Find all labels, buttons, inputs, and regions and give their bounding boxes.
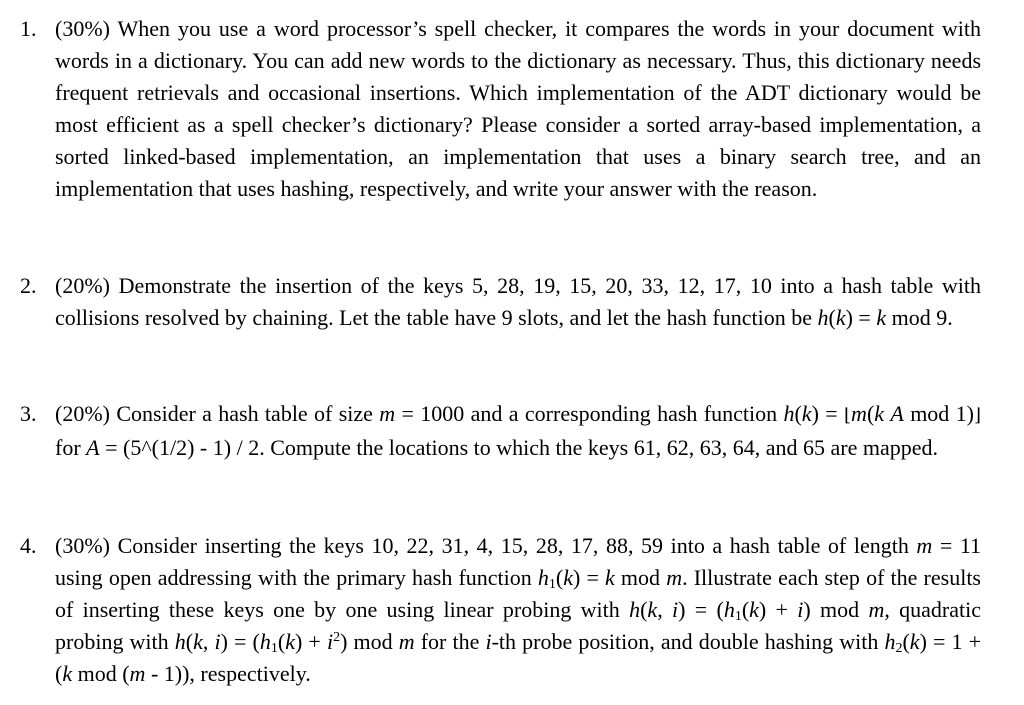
- math-text: , quadratic probing with: [55, 597, 981, 654]
- math-var: h: [259, 629, 271, 654]
- question-number: 4.: [20, 533, 37, 558]
- math-var: k: [193, 629, 203, 654]
- math-var: i: [326, 629, 334, 654]
- math-var: h: [783, 401, 795, 426]
- math-var: m: [129, 661, 146, 686]
- math-var: k: [605, 565, 615, 590]
- question-weight: (30%): [55, 16, 110, 41]
- math-var: m: [851, 401, 867, 426]
- math-text: mod: [614, 565, 661, 590]
- math-var: m: [868, 597, 885, 622]
- question-body: When you use a word processor’s spell checker, it compares the words in your document with words in a dictionary. You can add new words to the dictionary as necessary. Thus, this dictionary needs frequent retrievals and occasional insertions. Which implementation of the ADT dictionary would be most efficient as a spell checker’s dictionary? Please consider a sorted array-based implementation, a sorted linked-based implementation, an implementation that uses a binary search tree, and an implementation that uses hashing, respectively, and write your answer with the reason.: [55, 16, 981, 201]
- question-number: 1.: [20, 16, 37, 41]
- math-var: k: [749, 597, 759, 622]
- math-var: k: [647, 597, 658, 622]
- question-text: (20%) Demonstrate the insertion of the keys 5, 28, 19, 15, 20, 33, 12, 17, 10 into a hash table with collisions resolved by chaining. Let the table have 9 slots, and let the hash function be h(k) = k mod 9.: [55, 273, 982, 330]
- math-var: k: [909, 629, 920, 654]
- math-text: ) mod: [803, 597, 860, 622]
- math-var: A: [890, 401, 904, 426]
- math-text: - 1)), respectively.: [145, 661, 311, 686]
- math-text: ) = (: [220, 629, 260, 654]
- math-var: k: [835, 305, 846, 330]
- math-text: = 11 using open addressing with the primary hash function: [55, 533, 982, 590]
- math-var: m: [666, 565, 683, 590]
- math-text: mod 9.: [886, 305, 953, 330]
- question-number: 3.: [20, 401, 37, 426]
- math-var: i: [485, 629, 492, 654]
- math-text: mod 1): [903, 401, 974, 426]
- math-text: mod (: [72, 661, 130, 686]
- math-text: . Illustrate each step of the results of inserting these keys one by one using linear probing with: [55, 565, 981, 622]
- math-text: ) =: [573, 565, 599, 590]
- math-text: -th probe position, and double hashing with: [491, 629, 879, 654]
- math-subscript: 1: [734, 609, 742, 624]
- question-number: 2.: [20, 273, 37, 298]
- math-var: k: [563, 565, 574, 590]
- math-var: h: [537, 565, 549, 590]
- math-var: k: [62, 661, 73, 686]
- math-var: i: [797, 597, 804, 622]
- math-text: for: [55, 435, 81, 460]
- math-text: ) = 1 + (: [55, 629, 982, 686]
- math-text: ) +: [758, 597, 788, 622]
- math-var: h: [817, 305, 829, 330]
- question-body: Consider inserting the keys 10, 22, 31, 4, 15, 28, 17, 88, 59 into a hash table of length: [117, 533, 909, 558]
- floor-close: ⌋: [974, 405, 982, 426]
- math-subscript: 2: [895, 641, 903, 656]
- question-text: (20%) Consider a hash table of size m = 1000 and a corresponding hash function h(k) = ⌊m(k A mod 1)⌋ for A = (5^(1/2) - 1) / 2. Compute the locations to which the keys 61, 62, 63, 64, and 65 are mapped.: [55, 401, 982, 460]
- math-var: A: [86, 435, 100, 460]
- math-text: ) = (: [678, 597, 724, 622]
- question-body: Consider a hash table of size: [116, 401, 373, 426]
- math-subscript: 1: [270, 641, 278, 656]
- floor-open: ⌊: [844, 405, 852, 426]
- question-text: (30%) Consider inserting the keys 10, 22, 31, 4, 15, 28, 17, 88, 59 into a hash table of length m = 11 using open addressing with the primary hash function $h_1(k) = k$ mod m. Illustrate each step of the results of inserting these keys one by one using linear probing with h(k, $i) = (h_1(k) + i)$ mod m, quadratic probing with h(k, $i) = (h_1(k) + i^2)$ mod m for the i-th probe position, and double hashing with $h_2(k) = 1 + (k$ mod (m - 1)), respectively.: [55, 533, 982, 686]
- math-var: k: [801, 401, 812, 426]
- math-text: ) mod: [340, 629, 393, 654]
- math-text: ) =: [845, 305, 877, 330]
- question-text: [55, 13, 981, 205]
- math-text: = 1000 and a corresponding hash function: [395, 401, 778, 426]
- question-weight: (20%): [55, 401, 110, 426]
- math-text: = (5^(1/2) - 1) / 2. Compute the locations to which the keys 61, 62, 63, 64, and 65 are mapped.: [99, 435, 939, 460]
- math-text: for the: [414, 629, 480, 654]
- math-var: k: [285, 629, 295, 654]
- question-weight: (30%): [55, 533, 110, 558]
- math-var: h: [723, 597, 735, 622]
- math-var: m: [398, 629, 415, 654]
- math-var: h: [629, 597, 641, 622]
- math-var: k: [874, 401, 885, 426]
- math-var: i: [214, 629, 221, 654]
- question-weight: (20%): [55, 273, 110, 298]
- math-var: i: [672, 597, 679, 622]
- math-subscript: 1: [548, 577, 556, 592]
- math-var: m: [916, 533, 933, 558]
- math-superscript: 2: [333, 630, 341, 645]
- question-body: Demonstrate the insertion of the keys 5, 28, 19, 15, 20, 33, 12, 17, 10 into a hash table with collisions resolved by chaining. Let the table have 9 slots, and let the hash function be: [55, 273, 982, 330]
- math-text: ) =: [811, 401, 838, 426]
- math-var: k: [876, 305, 887, 330]
- math-var: h: [174, 629, 186, 654]
- math-text: ) +: [294, 629, 321, 654]
- math-var: m: [379, 401, 396, 426]
- math-var: h: [884, 629, 896, 654]
